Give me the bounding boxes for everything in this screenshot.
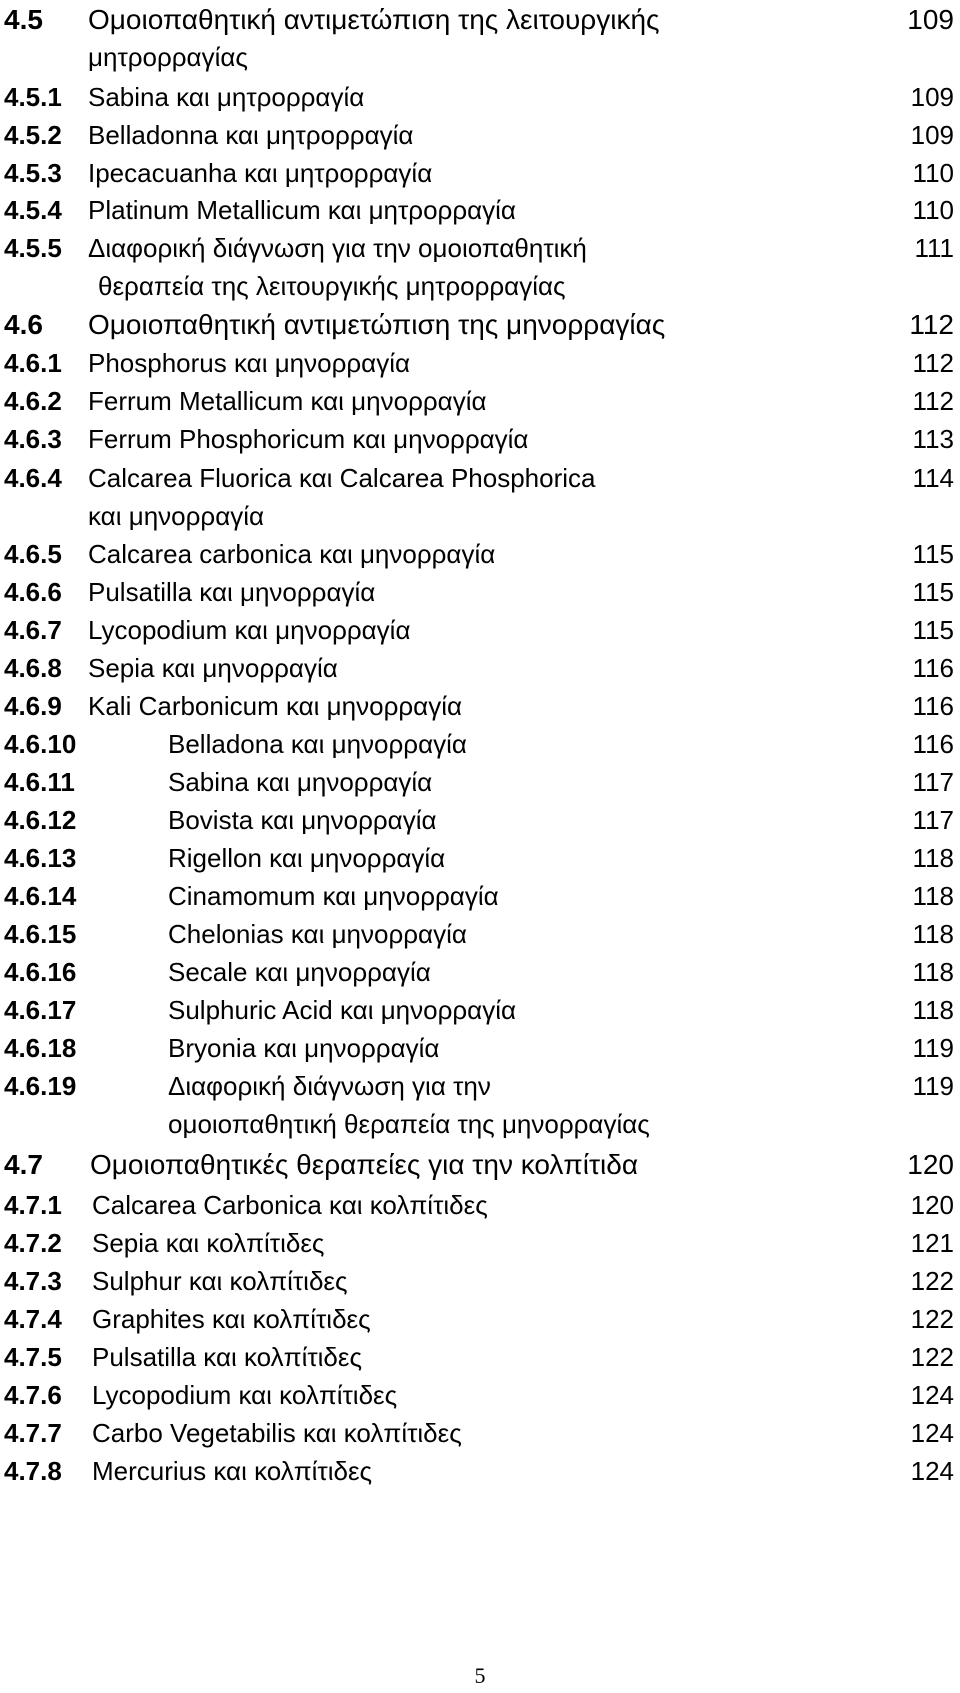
toc-entry-title: ομοιοπαθητική θεραπεία της μηνορραγίας bbox=[168, 1109, 650, 1139]
toc-entry-title: Secale και μηνορραγία bbox=[168, 957, 431, 987]
toc-entry-title: Sepia και μηνορραγία bbox=[88, 653, 338, 683]
toc-entry-page: 109 bbox=[910, 82, 954, 112]
toc-entry-title: Sulphur και κολπίτιδες bbox=[92, 1266, 348, 1296]
toc-entry bbox=[0, 190, 960, 230]
toc-entry bbox=[0, 1337, 960, 1377]
toc-entry-title: θεραπεία της λειτουργικής μητρορραγίας bbox=[98, 271, 566, 301]
toc-entry bbox=[0, 724, 960, 764]
toc-entry bbox=[0, 1028, 960, 1068]
toc-entry-title: Belladonna και μητρορραγία bbox=[88, 120, 414, 150]
toc-entry-page: 115 bbox=[912, 539, 954, 569]
toc-entry bbox=[0, 762, 960, 802]
toc-entry bbox=[0, 1185, 960, 1225]
toc-entry-number: 4.5.5 bbox=[4, 233, 62, 263]
toc-entry-title: Ferrum Metallicum και μηνορραγία bbox=[88, 386, 487, 416]
toc-entry bbox=[0, 572, 960, 612]
toc-entry bbox=[0, 153, 960, 193]
toc-entry-page: 122 bbox=[910, 1304, 954, 1334]
toc-entry-number: 4.6.17 bbox=[4, 995, 77, 1025]
toc-entry bbox=[0, 800, 960, 840]
toc-entry-page: 118 bbox=[912, 995, 954, 1025]
toc-entry bbox=[0, 610, 960, 650]
toc-entry bbox=[0, 419, 960, 459]
toc-entry-page: 119 bbox=[912, 1071, 954, 1101]
toc-entry-number: 4.6.19 bbox=[4, 1071, 77, 1101]
toc-entry-number: 4.5.3 bbox=[4, 158, 62, 188]
toc-entry bbox=[0, 686, 960, 726]
toc-entry-number: 4.6.5 bbox=[4, 539, 62, 569]
toc-entry-page: 111 bbox=[914, 233, 954, 263]
toc-entry-page: 113 bbox=[912, 424, 954, 454]
toc-entry-number: 4.6.11 bbox=[4, 767, 75, 797]
toc-entry-title: Sepia και κολπίτιδες bbox=[92, 1228, 325, 1258]
toc-entry-page: 124 bbox=[910, 1456, 954, 1486]
toc-entry bbox=[0, 1066, 960, 1106]
toc-entry-page: 116 bbox=[912, 729, 954, 759]
toc-entry-title: Calcarea carbonica και μηνορραγία bbox=[88, 539, 496, 569]
toc-entry-number: 4.6.3 bbox=[4, 424, 62, 454]
toc-entry-page: 110 bbox=[912, 158, 954, 188]
toc-entry-page: 117 bbox=[912, 767, 954, 797]
toc-entry-page: 116 bbox=[912, 691, 954, 721]
toc-entry-page: 112 bbox=[912, 386, 954, 416]
toc-entry bbox=[0, 496, 960, 536]
toc-entry bbox=[0, 876, 960, 916]
toc-entry bbox=[0, 305, 960, 345]
toc-entry-title: μητρορραγίας bbox=[88, 42, 248, 72]
toc-entry bbox=[0, 343, 960, 383]
toc-entry-page: 118 bbox=[912, 843, 954, 873]
toc-entry-title: Sulphuric Acid και μηνορραγία bbox=[168, 995, 517, 1025]
toc-entry bbox=[0, 838, 960, 878]
toc-entry-number: 4.5.2 bbox=[4, 120, 62, 150]
toc-entry bbox=[0, 1375, 960, 1415]
toc-entry-page: 120 bbox=[910, 1190, 954, 1220]
toc-entry-title: Platinum Metallicum και μητρορραγία bbox=[88, 195, 516, 225]
toc-entry-title: Διαφορική διάγνωση για την ομοιοπαθητική bbox=[88, 233, 587, 263]
toc-entry-page: 118 bbox=[912, 919, 954, 949]
toc-entry-page: 114 bbox=[912, 463, 954, 493]
toc-entry bbox=[0, 534, 960, 574]
toc-entry-title: Lycopodium και κολπίτιδες bbox=[92, 1380, 398, 1410]
toc-entry-title: Ομοιοπαθητικές θεραπείες για την κολπίτιδα bbox=[90, 1149, 639, 1180]
toc-entry-page: 121 bbox=[910, 1228, 954, 1258]
toc-entry bbox=[0, 648, 960, 688]
toc-entry-title: Bryonia και μηνορραγία bbox=[168, 1033, 440, 1063]
toc-entry-page: 115 bbox=[912, 615, 954, 645]
toc-entry-title: Mercurius και κολπίτιδες bbox=[92, 1456, 373, 1486]
toc-entry-page: 112 bbox=[912, 348, 954, 378]
toc-entry-title: Rigellon και μηνορραγία bbox=[168, 843, 446, 873]
toc-entry bbox=[0, 990, 960, 1030]
toc-entry bbox=[0, 1451, 960, 1491]
toc-entry-number: 4.6 bbox=[4, 309, 43, 340]
toc-entry-number: 4.7.8 bbox=[4, 1456, 62, 1486]
toc-entry-number: 4.6.18 bbox=[4, 1033, 77, 1063]
toc-entry-title: και μηνορραγία bbox=[88, 501, 265, 531]
toc-entry bbox=[0, 1299, 960, 1339]
toc-entry bbox=[0, 1223, 960, 1263]
toc-entry-page: 118 bbox=[912, 881, 954, 911]
toc-entry bbox=[0, 228, 960, 268]
toc-entry-title: Carbo Vegetabilis και κολπίτιδες bbox=[92, 1418, 462, 1448]
toc-entry-page: 116 bbox=[912, 653, 954, 683]
toc-entry bbox=[0, 115, 960, 155]
toc-entry-title: Bovista και μηνορραγία bbox=[168, 805, 437, 835]
toc-entry-number: 4.6.4 bbox=[4, 463, 62, 493]
toc-entry bbox=[0, 458, 960, 498]
toc-entry-title: Διαφορική διάγνωση για την bbox=[168, 1071, 491, 1101]
toc-entry-number: 4.6.14 bbox=[4, 881, 77, 911]
toc-entry-title: Ομοιοπαθητική αντιμετώπιση της λειτουργικής bbox=[88, 4, 660, 35]
toc-entry-title: Sabina και μηνορραγία bbox=[168, 767, 433, 797]
toc-entry-page: 117 bbox=[912, 805, 954, 835]
toc-entry bbox=[0, 381, 960, 421]
toc-entry bbox=[0, 952, 960, 992]
toc-entry-number: 4.6.1 bbox=[4, 348, 62, 378]
toc-entry-title: Phosphorus και μηνορραγία bbox=[88, 348, 411, 378]
toc-entry-number: 4.6.2 bbox=[4, 386, 62, 416]
toc-entry bbox=[0, 1413, 960, 1453]
toc-entry-page: 109 bbox=[910, 120, 954, 150]
toc-entry-title: Graphites και κολπίτιδες bbox=[92, 1304, 371, 1334]
toc-entry-number: 4.7.4 bbox=[4, 1304, 62, 1334]
toc-entry-number: 4.6.16 bbox=[4, 957, 77, 987]
toc-entry-number: 4.6.9 bbox=[4, 691, 62, 721]
toc-entry-number: 4.5.1 bbox=[4, 82, 62, 112]
toc-entry-title: Pulsatilla και μηνορραγία bbox=[88, 577, 376, 607]
toc-entry-number: 4.6.12 bbox=[4, 805, 77, 835]
toc-entry-page: 109 bbox=[907, 4, 954, 35]
toc-entry-title: Pulsatilla και κολπίτιδες bbox=[92, 1342, 362, 1372]
toc-entry-page: 118 bbox=[912, 957, 954, 987]
page-number: 5 bbox=[474, 1663, 486, 1688]
toc-entry-title: Lycopodium και μηνορραγία bbox=[88, 615, 411, 645]
toc-entry bbox=[0, 1261, 960, 1301]
toc-entry bbox=[0, 914, 960, 954]
toc-entry-number: 4.6.8 bbox=[4, 653, 62, 683]
toc-entry bbox=[0, 1145, 960, 1185]
toc-entry-number: 4.5 bbox=[4, 4, 43, 35]
toc-entry-number: 4.7.7 bbox=[4, 1418, 62, 1448]
toc-entry-page: 124 bbox=[910, 1380, 954, 1410]
toc-entry-number: 4.7.1 bbox=[4, 1190, 62, 1220]
toc-entry-number: 4.6.6 bbox=[4, 577, 62, 607]
toc-entry-page: 124 bbox=[910, 1418, 954, 1448]
toc-entry-number: 4.6.13 bbox=[4, 843, 77, 873]
toc-entry-page: 110 bbox=[912, 195, 954, 225]
toc-entry-title: Ferrum Phosphoricum και μηνορραγία bbox=[88, 424, 529, 454]
toc-entry-title: Cinamomum και μηνορραγία bbox=[168, 881, 499, 911]
toc-entry bbox=[0, 77, 960, 117]
toc-entry-page: 115 bbox=[912, 577, 954, 607]
toc-entry-page: 122 bbox=[910, 1342, 954, 1372]
toc-entry-title: Calcarea Carbonica και κολπίτιδες bbox=[92, 1190, 488, 1220]
toc-entry-title: Belladona και μηνορραγία bbox=[168, 729, 467, 759]
toc-entry bbox=[0, 266, 960, 306]
toc-entry-page: 120 bbox=[907, 1149, 954, 1180]
toc-entry-number: 4.6.10 bbox=[4, 729, 77, 759]
toc-entry-title: Calcarea Fluorica και Calcarea Phosphorica bbox=[88, 463, 596, 493]
toc-entry-title: Sabina και μητρορραγία bbox=[88, 82, 365, 112]
toc-entry-number: 4.6.15 bbox=[4, 919, 77, 949]
toc-entry bbox=[0, 0, 960, 40]
toc-entry-number: 4.7.3 bbox=[4, 1266, 62, 1296]
toc-entry-title: Chelonias και μηνορραγία bbox=[168, 919, 467, 949]
toc-entry-number: 4.6.7 bbox=[4, 615, 62, 645]
toc-entry bbox=[0, 1104, 960, 1144]
toc-entry-page: 122 bbox=[910, 1266, 954, 1296]
toc-entry bbox=[0, 37, 960, 77]
toc-entry-number: 4.5.4 bbox=[4, 195, 62, 225]
toc-entry-number: 4.7.6 bbox=[4, 1380, 62, 1410]
toc-entry-title: Ομοιοπαθητική αντιμετώπιση της μηνορραγίας bbox=[88, 309, 666, 340]
toc-entry-page: 112 bbox=[909, 309, 954, 340]
toc-entry-number: 4.7.5 bbox=[4, 1342, 62, 1372]
toc-entry-number: 4.7.2 bbox=[4, 1228, 62, 1258]
toc-entry-title: Ipecacuanha και μητρορραγία bbox=[88, 158, 433, 188]
toc-entry-number: 4.7 bbox=[4, 1149, 43, 1180]
toc-entry-page: 119 bbox=[912, 1033, 954, 1063]
toc-entry-title: Kali Carbonicum και μηνορραγία bbox=[88, 691, 463, 721]
